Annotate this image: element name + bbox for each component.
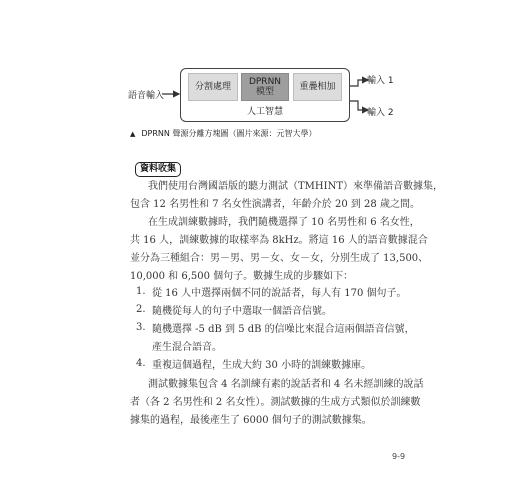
output-arrow-2 bbox=[349, 101, 368, 110]
ai-label: 人工智慧 bbox=[246, 107, 283, 117]
output-label-2: 輸入 2 bbox=[367, 108, 394, 118]
block-diagram bbox=[0, 0, 520, 140]
paragraph-line: 在生成訓練數據時，我們隨機選擇了 10 名男性和 6 名女性， bbox=[148, 217, 420, 228]
dprnn-model-box: DPRNN 模型 bbox=[241, 73, 289, 101]
caption-text: DPRNN 聲源分離方塊圖（圖片來源：元智大學） bbox=[141, 129, 317, 138]
paragraph-line: 我們使用台灣國語版的聽力測試（TMHINT）來準備語音數據集， bbox=[148, 181, 443, 192]
step-text: 隨機從每人的句子中選取一個語音信號。 bbox=[152, 306, 332, 317]
step-text: 隨機選擇 -5 dB 到 5 dB 的信噪比來混合這兩個語音信號， bbox=[152, 324, 415, 335]
paragraph-line: 者（各 2 名男性和 2 名女性）。測試數據的生成方式類似於訓練數 bbox=[130, 397, 421, 408]
paragraph-line: 10,000 和 6,500 個句子。數據生成的步驟如下： bbox=[130, 271, 354, 282]
step-number: 1. bbox=[136, 286, 146, 297]
paragraph-line: 據集的過程，最後產生了 6000 個句子的測試數據集。 bbox=[130, 415, 372, 426]
step-text: 從 16 人中選擇兩個不同的說話者，每人有 170 個句子。 bbox=[152, 288, 407, 299]
section-title: 資料收集 bbox=[135, 162, 181, 177]
paragraph-line: 並分為三種組合：男－男、男－女、女－女，分別生成了 13,500、 bbox=[130, 253, 429, 264]
step-text: 重複這個過程，生成大約 30 小時的訓練數據庫。 bbox=[152, 360, 372, 371]
paragraph-line: 包含 12 名男性和 7 名女性演講者，年齡介於 20 到 28 歲之間。 bbox=[130, 199, 420, 210]
input-label: 語音輸入 bbox=[128, 91, 165, 101]
output-label-1: 輸入 1 bbox=[367, 76, 394, 86]
page-number: 9-9 bbox=[392, 452, 406, 461]
step-number: 3. bbox=[136, 322, 146, 333]
paragraph-line: 測試數據集包含 4 名訓練有素的說話者和 4 名未經訓練的說話 bbox=[148, 379, 424, 390]
figure-caption bbox=[130, 128, 316, 139]
paragraph-line: 共 16 人，訓練數據的取樣率為 8kHz。將這 16 人的語音數據混合 bbox=[130, 235, 428, 246]
output-arrow-1 bbox=[349, 80, 368, 86]
split-process-box: 分割處理 bbox=[188, 73, 238, 101]
caption-marker: ▲ bbox=[130, 130, 136, 138]
overlap-add-box: 重疊相加 bbox=[293, 73, 342, 101]
step-text: 產生混合語音。 bbox=[152, 342, 222, 353]
step-number: 4. bbox=[136, 358, 146, 369]
step-number: 2. bbox=[136, 304, 146, 315]
